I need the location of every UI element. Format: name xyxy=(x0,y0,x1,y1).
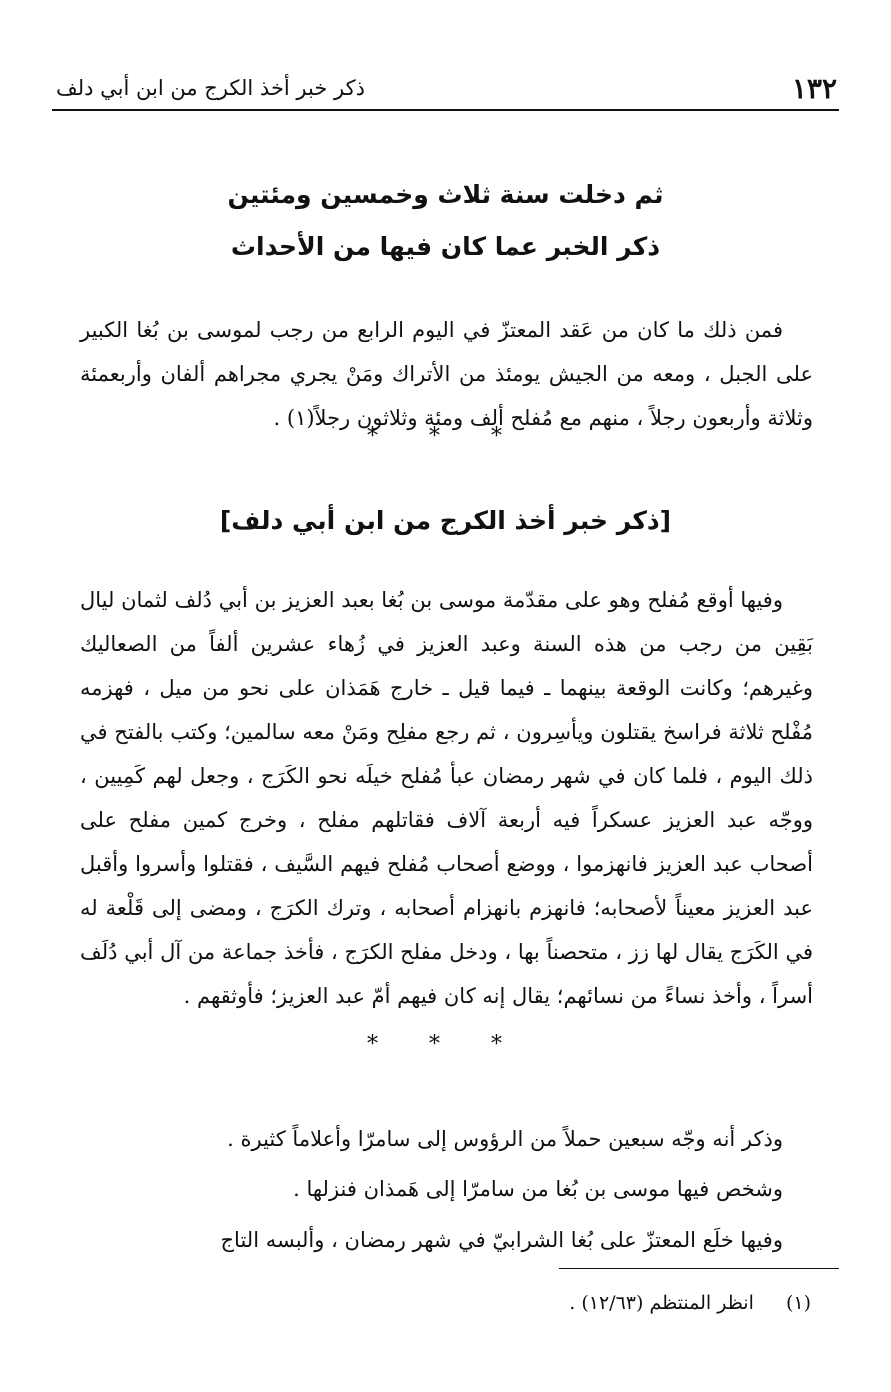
events-heading: ذكر الخبر عما كان فيها من الأحداث xyxy=(230,232,661,261)
asterisk-separator: * * * xyxy=(367,424,524,449)
section-heading: [ذكر خبر أخذ الكرج من ابن أبي دلف] xyxy=(219,506,672,535)
paragraph-5: وفيها خلَع المعتزّ على بُغا الشرابيّ في شهر رمضان ، وألبسه التاج xyxy=(220,1228,783,1252)
paragraph-3: وذكر أنه وجّه سبعين حملاً من الرؤوس إلى سامرّا وأعلاماً كثيرة . xyxy=(227,1127,783,1151)
asterisk-separator: * * * xyxy=(367,1032,524,1057)
year-heading: ثم دخلت سنة ثلاث وخمسين ومئتين xyxy=(227,180,664,209)
header-rule xyxy=(52,109,839,111)
footnote-rule xyxy=(559,1268,839,1269)
running-title: ذكر خبر أخذ الكرج من ابن أبي دلف xyxy=(56,76,365,100)
footnote xyxy=(80,1292,811,1314)
paragraph-4: وشخص فيها موسى بن بُغا من سامرّا إلى هَمذان فنزلها . xyxy=(293,1177,783,1201)
paragraph-1: فمن ذلك ما كان من عَقد المعتزّ في اليوم الرابع من رجب لموسى بن بُغا الكبير على الجبل ، ومعه من الجيش يومئذ من الأتراك ومَنْ يجري مجراهم ألفان وأربعمئة وثلاثة وأربعون رجلاً ، منهم مع مُفلح ألف ومئة وثلاثون رجلاً(١) . xyxy=(80,318,813,430)
footnote-marker: (١) xyxy=(785,1292,811,1314)
page-number: ١٣٢ xyxy=(791,72,837,105)
footnote-text: انظر المنتظم (١٢/٦٣) . xyxy=(569,1292,754,1314)
running-header xyxy=(52,68,839,108)
paragraph-2: وفيها أوقع مُفلح وهو على مقدّمة موسى بن بُغا بعبد العزيز بن أبي دُلف لثمان ليال بَقِين من رجب من هذه السنة وعبد العزيز في زُهاء عشرين ألفاً من الصعاليك وغيرهم؛ وكانت الوقعة بينهما ـ فيما قيل ـ خارج هَمَذان على نحو من ميل ، فهزمه مُفْلح ثلاثة فراسخ يقتلون ويأسِرون ، ثم رجع مفلِح ومَنْ معه سالمين؛ وكتب بالفتح في ذلك اليوم ، فلما كان في شهر رمضان عبأ مُفلح خيلَه نحو الكَرَج ، وجعل لهم كَمِيين ، ووجّه عبد العزيز عسكراً فيه أربعة آلاف فقاتلهم مفلح ، وخرج كمين مفلح على أصحاب عبد العزيز فانهزموا ، ووضع أصحاب مُفلح فيهم السَّيف ، فقتلوا وأسروا وأقبل عبد العزيز معيناً لأصحابه؛ فانهزم بانهزام أصحابه ، وترك الكرَج ، ومضى إلى قَلْعة له في الكَرَج يقال لها زز ، متحصناً بها ، ودخل مفلح الكرَج ، فأخذ جماعة من آل أبي دُلَف أسراً ، وأخذ نساءً من نسائهم؛ يقال إنه كان فيهم أمّ عبد العزيز؛ فأوثقهم . xyxy=(80,588,814,1008)
